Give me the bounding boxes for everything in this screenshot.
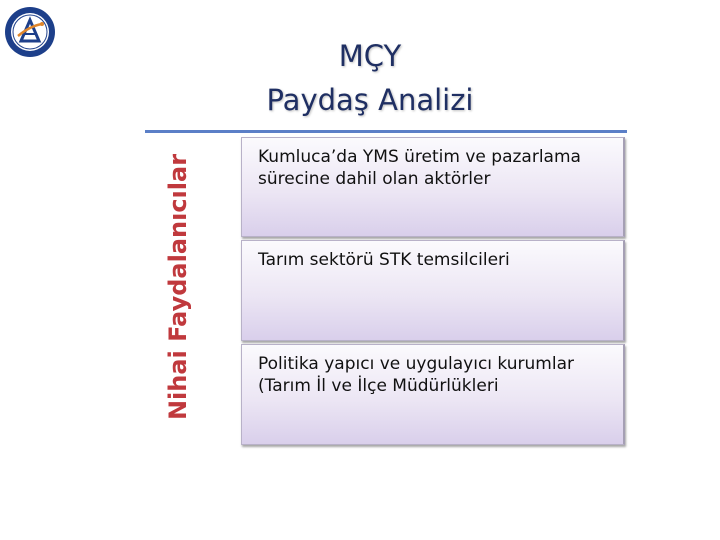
stakeholder-box-1 [241,137,625,237]
side-label [161,132,195,442]
stakeholder-box-2 [241,240,625,341]
stakeholder-text-3: Politika yapıcı ve uygulayıcı kurumlar (Tarım İl ve İlçe Müdürlükleri [258,354,574,396]
title-line-2: Paydaş Analizi [266,83,474,117]
stakeholder-box-3 [241,344,625,445]
stakeholder-text-1: Kumluca’da YMS üretim ve pazarlama sürecine dahil olan aktörler [258,147,581,189]
logo-seal-icon [4,6,56,58]
title-line-1: MÇY [338,39,402,73]
title-divider [145,130,627,133]
slide-title [200,34,540,122]
side-label-text: Nihai Faydalanıcılar [164,153,192,421]
stakeholder-text-2: Tarım sektörü STK temsilcileri [258,250,510,270]
